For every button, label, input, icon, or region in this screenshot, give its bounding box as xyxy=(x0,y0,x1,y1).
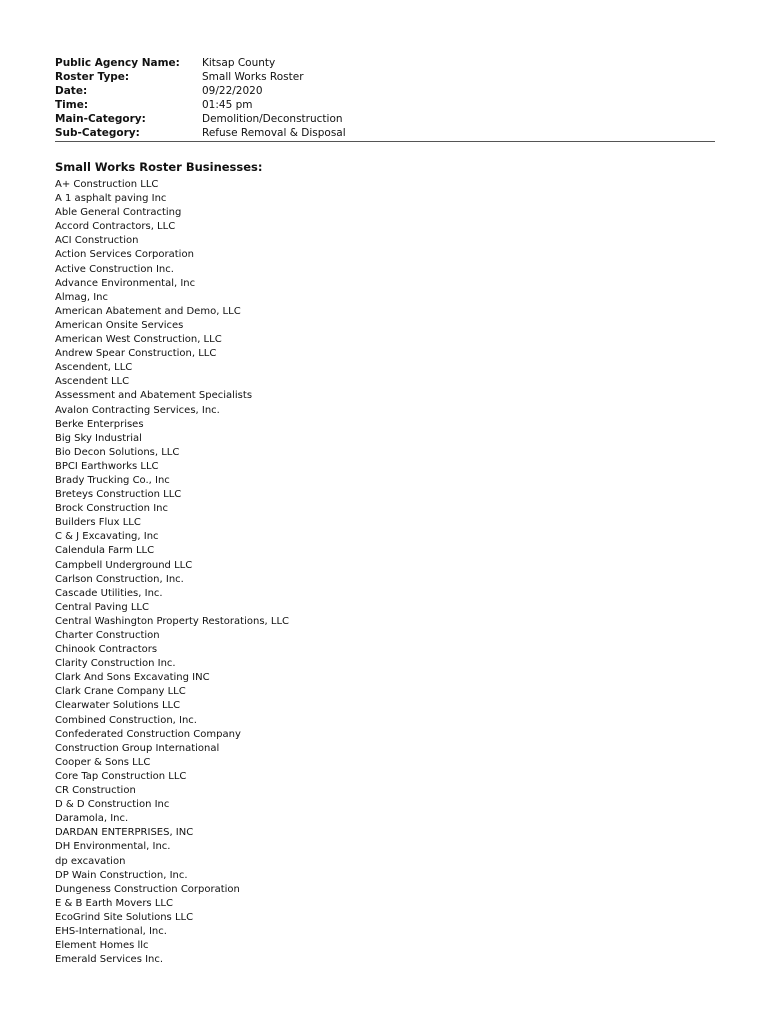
business-list-item: Active Construction Inc. xyxy=(55,263,174,275)
header-field-label: Sub-Category: xyxy=(55,127,140,139)
business-list-item: Ascendent LLC xyxy=(55,376,130,388)
business-list-item: Clark Crane Company LLC xyxy=(55,686,186,698)
business-list-item: Construction Group International xyxy=(55,742,220,754)
business-list-item: ACI Construction xyxy=(55,235,139,247)
business-list-item: Emerald Services Inc. xyxy=(55,954,164,966)
business-list xyxy=(55,178,289,967)
section-title: Small Works Roster Businesses: xyxy=(55,160,263,174)
header-field-row xyxy=(55,70,715,84)
header-field-label: Main-Category: xyxy=(55,113,146,125)
business-list-item: Cooper & Sons LLC xyxy=(55,756,151,768)
business-list-item: Big Sky Industrial xyxy=(55,432,142,444)
business-list-item: Confederated Construction Company xyxy=(55,728,241,740)
business-list-item: A 1 asphalt paving Inc xyxy=(55,193,167,205)
business-list-item: American Abatement and Demo, LLC xyxy=(55,305,241,317)
header-field-value: Small Works Roster xyxy=(202,71,304,83)
header-field-row xyxy=(55,126,715,140)
business-list-item: Combined Construction, Inc. xyxy=(55,714,197,726)
header-field-value: 01:45 pm xyxy=(202,99,253,111)
business-list-item: DH Environmental, Inc. xyxy=(55,841,171,853)
header-field-value: Refuse Removal & Disposal xyxy=(202,127,346,139)
header-divider xyxy=(55,141,715,142)
business-list-item: Brock Construction Inc xyxy=(55,503,168,515)
business-list-item: Action Services Corporation xyxy=(55,249,194,261)
business-list-item: American Onsite Services xyxy=(55,319,184,331)
business-list-item: Cascade Utilities, Inc. xyxy=(55,587,163,599)
business-list-item: Bio Decon Solutions, LLC xyxy=(55,446,180,458)
business-list-item: dp excavation xyxy=(55,855,126,867)
business-list-item: Ascendent, LLC xyxy=(55,362,133,374)
business-list-item: D & D Construction Inc xyxy=(55,799,170,811)
business-list-item: Advance Environmental, Inc xyxy=(55,277,196,289)
business-list-item: Andrew Spear Construction, LLC xyxy=(55,348,217,360)
header-field-row xyxy=(55,56,715,70)
business-list-item: Avalon Contracting Services, Inc. xyxy=(55,404,220,416)
business-list-item: Berke Enterprises xyxy=(55,418,144,430)
business-list-item: A+ Construction LLC xyxy=(55,179,159,190)
business-list-item: Clark And Sons Excavating INC xyxy=(55,672,210,684)
business-list-item: Able General Contracting xyxy=(55,207,182,219)
business-list-item: BPCI Earthworks LLC xyxy=(55,460,159,472)
business-list-item: E & B Earth Movers LLC xyxy=(55,897,173,909)
business-list-item: DARDAN ENTERPRISES, INC xyxy=(55,827,194,839)
business-list-item: Central Paving LLC xyxy=(55,601,149,613)
business-list-item: Carlson Construction, Inc. xyxy=(55,573,184,585)
header-field-label: Public Agency Name: xyxy=(55,57,180,69)
header-field-row xyxy=(55,112,715,126)
header-field-row xyxy=(55,98,715,112)
business-list-item: Clearwater Solutions LLC xyxy=(55,700,181,712)
header-field-label: Date: xyxy=(55,85,88,97)
business-list-item: Assessment and Abatement Specialists xyxy=(55,390,253,402)
header-field-label: Roster Type: xyxy=(55,71,130,83)
business-list-item: Clarity Construction Inc. xyxy=(55,658,176,670)
header-field-row xyxy=(55,84,715,98)
business-list-item: Brady Trucking Co., Inc xyxy=(55,474,170,486)
business-list-item: Core Tap Construction LLC xyxy=(55,770,187,782)
header-field-value: Demolition/Deconstruction xyxy=(202,113,343,125)
header-field-label: Time: xyxy=(55,99,89,111)
business-list-item: Accord Contractors, LLC xyxy=(55,221,176,233)
business-list-item: Campbell Underground LLC xyxy=(55,559,193,571)
business-list-item: DP Wain Construction, Inc. xyxy=(55,869,188,881)
business-list-item: Calendula Farm LLC xyxy=(55,545,155,557)
business-list-item: American West Construction, LLC xyxy=(55,334,222,346)
business-list-item: Element Homes llc xyxy=(55,940,149,952)
business-list-item: Chinook Contractors xyxy=(55,644,158,656)
business-list-item: EHS-International, Inc. xyxy=(55,925,167,937)
roster-header xyxy=(55,56,715,140)
business-list-item: Charter Construction xyxy=(55,630,160,641)
business-list-item: Central Washington Property Restorations, LLC xyxy=(55,615,290,627)
business-list-item: Almag, Inc xyxy=(55,291,108,303)
business-list-item: EcoGrind Site Solutions LLC xyxy=(55,911,194,923)
business-list-item: Builders Flux LLC xyxy=(55,517,141,529)
business-list-item: Daramola, Inc. xyxy=(55,813,129,825)
business-list-item: Breteys Construction LLC xyxy=(55,489,182,501)
header-field-value: Kitsap County xyxy=(202,57,276,69)
business-list-item: C & J Excavating, Inc xyxy=(55,531,159,543)
business-list-item: Dungeness Construction Corporation xyxy=(55,883,240,895)
business-list-item: CR Construction xyxy=(55,785,136,797)
header-field-value: 09/22/2020 xyxy=(202,85,263,97)
